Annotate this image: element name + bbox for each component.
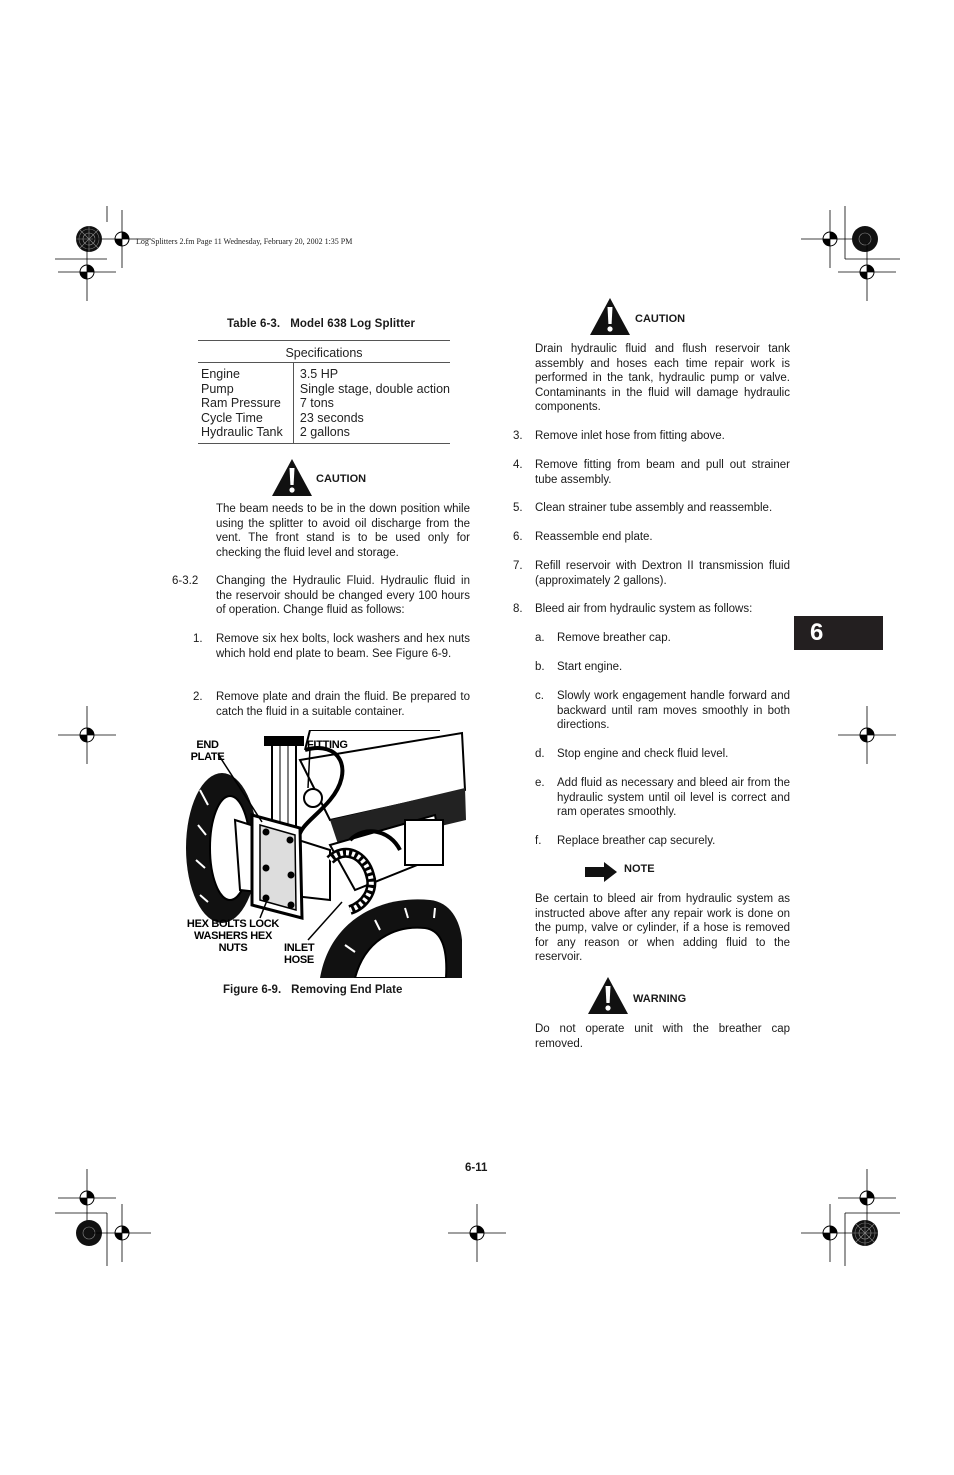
table-title-text: Model 638 Log Splitter xyxy=(290,318,416,330)
substep-text: Start engine. xyxy=(557,661,623,673)
spec-label: Hydraulic Tank xyxy=(201,425,283,440)
substep-text: Replace breather cap securely. xyxy=(557,835,716,847)
caution-label: CAUTION xyxy=(635,313,686,325)
step-number: 7. xyxy=(513,560,523,572)
section-number: 6-3.2 xyxy=(172,575,199,587)
caution-icon xyxy=(589,297,631,336)
step-number: 5. xyxy=(513,502,523,514)
note-arrow-icon xyxy=(584,861,618,883)
step-number: 1. xyxy=(193,633,203,645)
substep-text: Remove breather cap. xyxy=(557,632,671,644)
callout-hex-bolts: HEX BOLTS LOCK WASHERS HEX NUTS xyxy=(186,918,280,954)
step-text: Remove fitting from beam and pull out strainer tube assembly. xyxy=(535,459,790,486)
spec-value: 7 tons xyxy=(299,396,334,411)
substep-text: Add fluid as necessary and bleed air from the hydraulic system until oil level is correct and ram operates smoothly. xyxy=(557,777,790,819)
spec-label: Pump xyxy=(201,381,234,396)
callout-fitting: FITTING xyxy=(307,739,348,751)
substep-letter: e. xyxy=(535,777,545,789)
caution-label: CAUTION xyxy=(316,473,367,485)
header-slug: Log Splitters 2.fm Page 11 Wednesday, February 20, 2002 1:35 PM xyxy=(136,237,353,246)
callout-end-plate: END PLATE xyxy=(190,739,225,763)
warning-label: WARNING xyxy=(633,993,687,1005)
step-text: Remove inlet hose from fitting above. xyxy=(535,430,725,442)
spec-value: 3.5 HP xyxy=(299,367,339,381)
chapter-tab: 6 xyxy=(794,616,883,650)
warning-text: Do not operate unit with the breather cap removed. xyxy=(535,1023,790,1050)
section-text: Changing the Hydraulic Fluid. Hydraulic fluid in the reservoir should be changed every 100 hours of operation. Change fluid as follows: xyxy=(216,575,470,617)
caution-text: Drain hydraulic fluid and flush reservoir tank assembly and hoses each time repair work is performed in the tank, hydraulic pump or valve. Contaminants in the fluid will damage hydraulic components. xyxy=(535,343,790,414)
spec-label: Ram Pressure xyxy=(201,396,281,411)
table-number: Table 6-3. xyxy=(227,318,281,330)
spec-value: Single stage, double action xyxy=(299,381,450,396)
table-title xyxy=(227,318,415,330)
callout-inlet-hose: INLET HOSE xyxy=(284,942,315,966)
step-number: 2. xyxy=(193,691,203,703)
step-number: 8. xyxy=(513,603,523,615)
figure-caption-text: Removing End Plate xyxy=(291,984,403,996)
step-text: Clean strainer tube assembly and reassemble. xyxy=(535,502,773,514)
substep-letter: f. xyxy=(535,835,542,847)
step-number: 3. xyxy=(513,430,523,442)
spec-table xyxy=(198,340,450,444)
substep-text: Stop engine and check fluid level. xyxy=(557,748,729,760)
spec-label: Engine xyxy=(201,367,240,381)
substep-letter: a. xyxy=(535,632,545,644)
step-number: 4. xyxy=(513,459,523,471)
spec-label: Cycle Time xyxy=(201,410,263,425)
step-text: Refill reservoir with Dextron II transmission fluid (approximately 2 gallons). xyxy=(535,560,790,587)
spec-value: 2 gallons xyxy=(299,425,350,440)
step-text: Reassemble end plate. xyxy=(535,531,653,543)
step-text: Remove plate and drain the fluid. Be prepared to catch the fluid in a suitable container. xyxy=(216,691,470,718)
warning-icon xyxy=(587,976,629,1015)
substep-letter: b. xyxy=(535,661,545,673)
figure-caption xyxy=(223,984,402,996)
substep-text: Slowly work engagement handle forward and backward until ram moves smoothly in both directions. xyxy=(557,690,790,732)
note-text: Be certain to bleed air from hydraulic system as instructed above after any repair work is done on the pump, valve or cylinder, if a hose is removed for any reason or when adding fluid to the reservoir. xyxy=(535,893,790,964)
spec-table-body xyxy=(198,363,450,444)
substep-letter: d. xyxy=(535,748,545,760)
spec-table-header: Specifications xyxy=(198,340,450,363)
step-text: Bleed air from hydraulic system as follows: xyxy=(535,603,753,615)
page-number: 6-11 xyxy=(465,1162,488,1174)
caution-text: The beam needs to be in the down position while using the splitter to avoid oil discharge from the vent. The front stand is to be used only for checking the fluid level and storage. xyxy=(216,503,470,559)
step-number: 6. xyxy=(513,531,523,543)
substep-letter: c. xyxy=(535,690,544,702)
caution-icon xyxy=(271,458,313,497)
step-text: Remove six hex bolts, lock washers and hex nuts which hold end plate to beam. See Figure 6-9. xyxy=(216,633,470,660)
figure-number: Figure 6-9. xyxy=(223,984,282,996)
spec-value: 23 seconds xyxy=(299,410,364,425)
note-label: NOTE xyxy=(624,863,655,875)
